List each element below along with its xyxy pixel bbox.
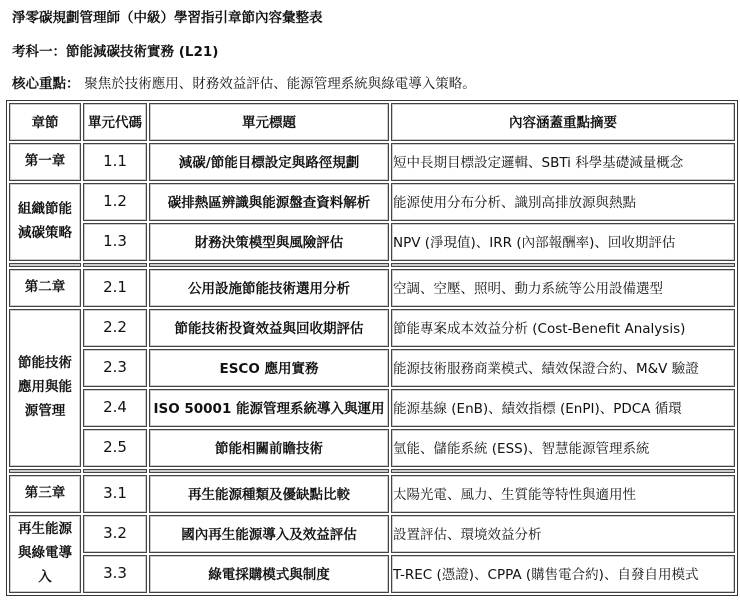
unit-summary: 能源技術服務商業模式、績效保證合約、M&V 驗證 [391,349,735,387]
unit-code: 2.1 [83,269,147,307]
header-title: 單元標題 [149,103,389,141]
table-row [9,183,735,221]
unit-summary: 短中長期目標設定邏輯、SBTi 科學基礎減量概念 [391,143,735,181]
focus-line [12,72,476,92]
table-row [9,389,735,427]
unit-summary: 太陽光電、風力、生質能等特性與適用性 [391,475,735,513]
unit-code: 3.2 [83,515,147,553]
subject-heading: 考科一：節能減碳技術實務 (L21) [12,44,219,60]
chapter-group: 再生能源與綠電導入 [9,515,81,593]
chapter-table [6,100,738,596]
unit-title: 節能相關前瞻技術 [149,429,389,467]
separator-row [9,469,735,473]
table-row [9,223,735,261]
table-row [9,269,735,307]
unit-code: 2.4 [83,389,147,427]
unit-summary: 氫能、儲能系統 (ESS)、智慧能源管理系統 [391,429,735,467]
unit-summary: NPV (淨現值)、IRR (內部報酬率)、回收期評估 [391,223,735,261]
chapter-group: 組織節能減碳策略 [9,183,81,261]
chapter-label: 第一章 [9,143,81,181]
table-header-row [9,103,735,141]
header-code: 單元代碼 [83,103,147,141]
table-row [9,349,735,387]
separator-cell [83,263,147,267]
table-row [9,555,735,593]
unit-title: 減碳/節能目標設定與路徑規劃 [149,143,389,181]
header-chapter: 章節 [9,103,81,141]
unit-summary: 設置評估、環境效益分析 [391,515,735,553]
separator-cell [391,469,735,473]
table-row [9,143,735,181]
unit-code: 1.1 [83,143,147,181]
chapter-label: 第二章 [9,269,81,307]
unit-title: 再生能源種類及優缺點比較 [149,475,389,513]
unit-summary: 能源使用分布分析、識別高排放源與熱點 [391,183,735,221]
unit-summary: 空調、空壓、照明、動力系統等公用設備選型 [391,269,735,307]
separator-cell [9,469,81,473]
document-title: 淨零碳規劃管理師（中級）學習指引章節內容彙整表 [12,10,323,26]
unit-title: 財務決策模型與風險評估 [149,223,389,261]
unit-title: 國內再生能源導入及效益評估 [149,515,389,553]
chapter-label: 第三章 [9,475,81,513]
table-row [9,309,735,347]
unit-code: 1.3 [83,223,147,261]
unit-title: ESCO 應用實務 [149,349,389,387]
focus-text: 聚焦於技術應用、財務效益評估、能源管理系統與綠電導入策略。 [84,76,476,92]
separator-cell [391,263,735,267]
header-summary: 內容涵蓋重點摘要 [391,103,735,141]
unit-summary: T-REC (憑證)、CPPA (購售電合約)、自發自用模式 [391,555,735,593]
unit-code: 2.5 [83,429,147,467]
unit-code: 3.3 [83,555,147,593]
table-row [9,515,735,553]
unit-title: 節能技術投資效益與回收期評估 [149,309,389,347]
unit-title: 綠電採購模式與制度 [149,555,389,593]
table-row [9,475,735,513]
separator-cell [83,469,147,473]
unit-code: 2.2 [83,309,147,347]
unit-summary: 能源基線 (EnB)、績效指標 (EnPI)、PDCA 循環 [391,389,735,427]
unit-code: 2.3 [83,349,147,387]
separator-cell [149,469,389,473]
unit-summary: 節能專案成本效益分析 (Cost-Benefit Analysis) [391,309,735,347]
chapter-group: 節能技術應用與能源管理 [9,309,81,467]
unit-code: 3.1 [83,475,147,513]
table-row [9,429,735,467]
unit-code: 1.2 [83,183,147,221]
unit-title: ISO 50001 能源管理系統導入與運用 [149,389,389,427]
unit-title: 公用設施節能技術選用分析 [149,269,389,307]
unit-title: 碳排熱區辨識與能源盤查資料解析 [149,183,389,221]
separator-cell [9,263,81,267]
separator-row [9,263,735,267]
separator-cell [149,263,389,267]
focus-label: 核心重點： [12,76,80,92]
